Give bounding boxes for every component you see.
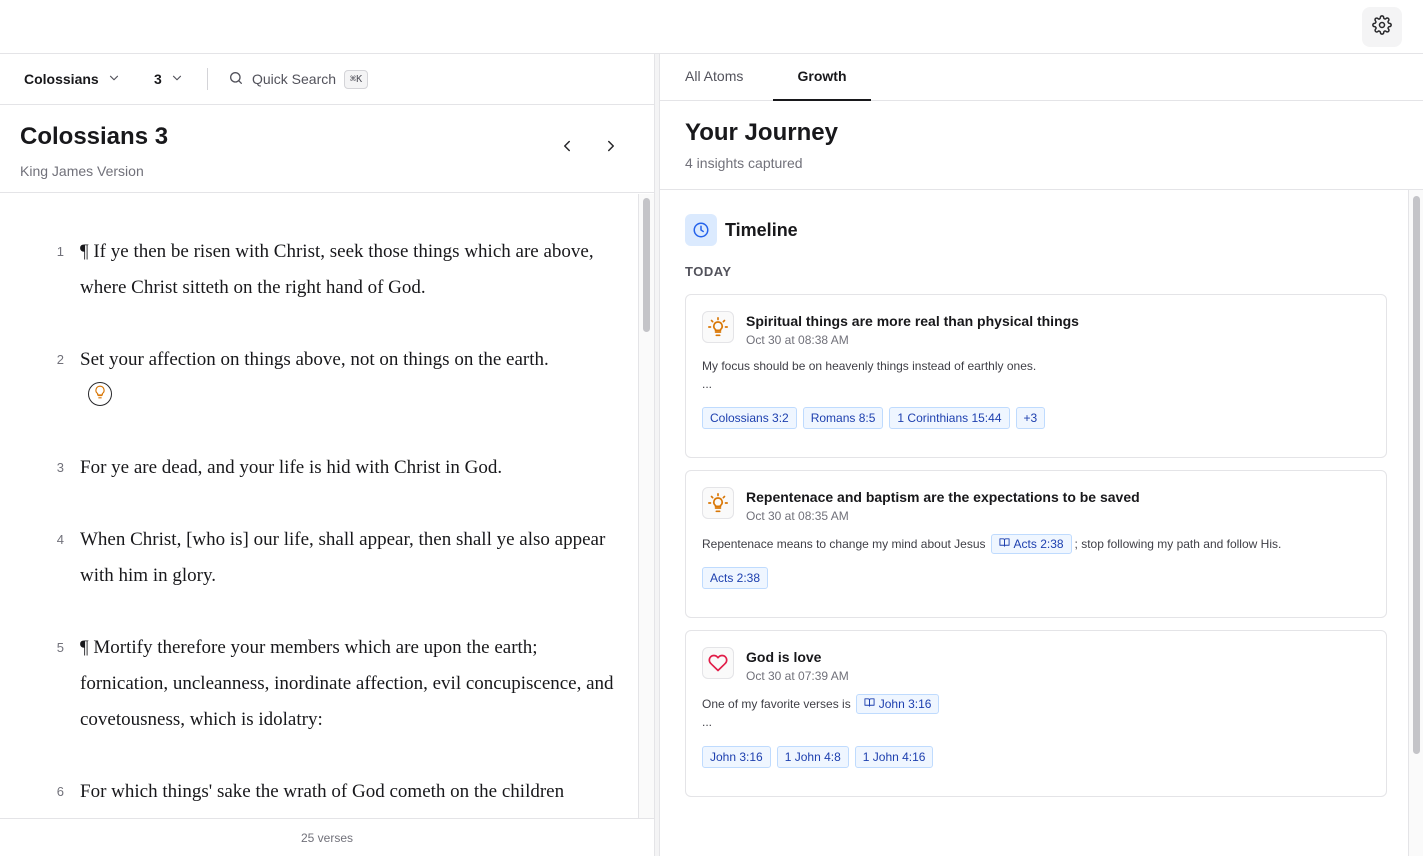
- quick-search-button[interactable]: [228, 68, 368, 90]
- reference-tag[interactable]: John 3:16: [702, 746, 771, 768]
- clock-icon: [685, 214, 717, 246]
- insight-title: Spiritual things are more real than physical things: [746, 313, 1079, 329]
- verse-number: 2: [56, 352, 64, 367]
- reference-tag[interactable]: 1 John 4:8: [777, 746, 849, 768]
- page-title: Your Journey: [685, 119, 838, 146]
- verse-text: For ye are dead, and your life is hid with Christ in God.: [80, 457, 503, 478]
- insight-timestamp: Oct 30 at 07:39 AM: [746, 669, 849, 683]
- inline-verse-reference[interactable]: [991, 534, 1072, 554]
- insight-timestamp: Oct 30 at 08:35 AM: [746, 509, 849, 523]
- scrollbar-thumb[interactable]: [1413, 196, 1420, 754]
- verse-atom-marker[interactable]: [88, 382, 112, 406]
- search-icon: [228, 70, 244, 89]
- chevron-down-icon: [170, 71, 184, 88]
- scrollbar-thumb[interactable]: [643, 198, 650, 332]
- heart-icon: [702, 647, 734, 679]
- verse-number: 6: [56, 784, 64, 799]
- insight-card[interactable]: [685, 470, 1387, 618]
- verse-text: ¶ If ye then be risen with Christ, seek those things which are above, where Christ sitteth on the right hand of God.: [80, 241, 594, 298]
- insight-body: [702, 694, 942, 714]
- verse-list: [0, 194, 638, 818]
- insight-card[interactable]: [685, 630, 1387, 797]
- chevron-left-icon: [558, 137, 576, 160]
- lightbulb-icon: [702, 311, 734, 343]
- verse-number: 1: [56, 244, 64, 259]
- book-select-label: Colossians: [24, 71, 99, 87]
- book-icon: [999, 537, 1010, 551]
- reference-tags: [702, 407, 1045, 429]
- reference-tag[interactable]: Colossians 3:2: [702, 407, 797, 429]
- inline-verse-reference[interactable]: [856, 694, 940, 714]
- reader-scrollbar[interactable]: [638, 194, 654, 818]
- shortcut-badge: ⌘K: [344, 70, 368, 89]
- timeline-scroll-area: [660, 190, 1423, 856]
- chapter-select[interactable]: [154, 69, 184, 89]
- verse-count: 25 verses: [0, 818, 654, 856]
- verse-text: When Christ, [who is] our life, shall appear, then shall ye also appear with him in glory.: [80, 529, 606, 586]
- reference-tag[interactable]: Acts 2:38: [702, 567, 768, 589]
- insight-title: God is love: [746, 649, 822, 665]
- chapter-header: [0, 105, 654, 193]
- reader-pane: [0, 54, 654, 856]
- timeline-heading: Timeline: [725, 220, 798, 240]
- insight-body: My focus should be on heavenly things instead of earthly ones.: [702, 359, 1037, 373]
- tab-growth[interactable]: Growth: [773, 54, 871, 101]
- insight-body-text: Repentenace means to change my mind about Jesus: [702, 537, 986, 551]
- insight-count: 4 insights captured: [685, 155, 803, 171]
- version-label: King James Version: [20, 163, 144, 179]
- top-bar: [0, 0, 1423, 54]
- insight-body: [702, 534, 1281, 554]
- previous-chapter-button[interactable]: [556, 137, 578, 159]
- settings-button[interactable]: [1362, 7, 1402, 47]
- next-chapter-button[interactable]: [600, 137, 622, 159]
- insight-ellipsis: ...: [702, 377, 713, 391]
- insight-ellipsis: ...: [702, 715, 713, 729]
- reference-tags: [702, 567, 768, 589]
- book-select[interactable]: [24, 69, 121, 89]
- inline-reference-label: John 3:16: [878, 697, 932, 711]
- journey-header: [660, 101, 1423, 190]
- verse-number: 3: [56, 460, 64, 475]
- insight-body-text: One of my favorite verses is: [702, 697, 851, 711]
- reference-tag[interactable]: 1 Corinthians 15:44: [889, 407, 1009, 429]
- reference-tag[interactable]: Romans 8:5: [803, 407, 884, 429]
- reference-tag[interactable]: 1 John 4:16: [855, 746, 934, 768]
- gear-icon: [1372, 15, 1392, 40]
- insight-card[interactable]: [685, 294, 1387, 458]
- chapter-title: Colossians 3: [20, 123, 169, 150]
- toolbar-divider: [207, 68, 208, 90]
- verse-number: 5: [56, 640, 64, 655]
- reference-tags: [702, 746, 933, 768]
- lightbulb-icon: [93, 385, 107, 404]
- more-tags-badge[interactable]: +3: [1016, 407, 1046, 429]
- verse-text: For which things' sake the wrath of God cometh on the children: [80, 781, 565, 802]
- book-icon: [864, 697, 875, 711]
- verse-text: ¶ Mortify therefore your members which are upon the earth; fornication, uncleanness, inordinate affection, evil concupiscence, and covetousness, which is idolatry:: [80, 637, 614, 730]
- insight-title: Repentenace and baptism are the expectations to be saved: [746, 489, 1140, 505]
- inline-reference-label: Acts 2:38: [1013, 537, 1064, 551]
- insights-pane: [660, 54, 1423, 856]
- verse-text: Set your affection on things above, not on things on the earth.: [80, 349, 549, 370]
- quick-search-label: Quick Search: [252, 71, 337, 87]
- lightbulb-icon: [702, 487, 734, 519]
- date-group-label: TODAY: [685, 264, 732, 279]
- reader-toolbar: [0, 54, 654, 105]
- insights-scrollbar[interactable]: [1408, 190, 1423, 856]
- chapter-select-label: 3: [154, 71, 162, 87]
- verse-number: 4: [56, 532, 64, 547]
- insight-body-text: ; stop following my path and follow His.: [1074, 537, 1282, 551]
- insight-timestamp: Oct 30 at 08:38 AM: [746, 333, 849, 347]
- panel-tabs: [660, 54, 1423, 101]
- chevron-down-icon: [107, 71, 121, 88]
- tab-all-atoms[interactable]: All Atoms: [685, 68, 744, 84]
- chevron-right-icon: [602, 137, 620, 160]
